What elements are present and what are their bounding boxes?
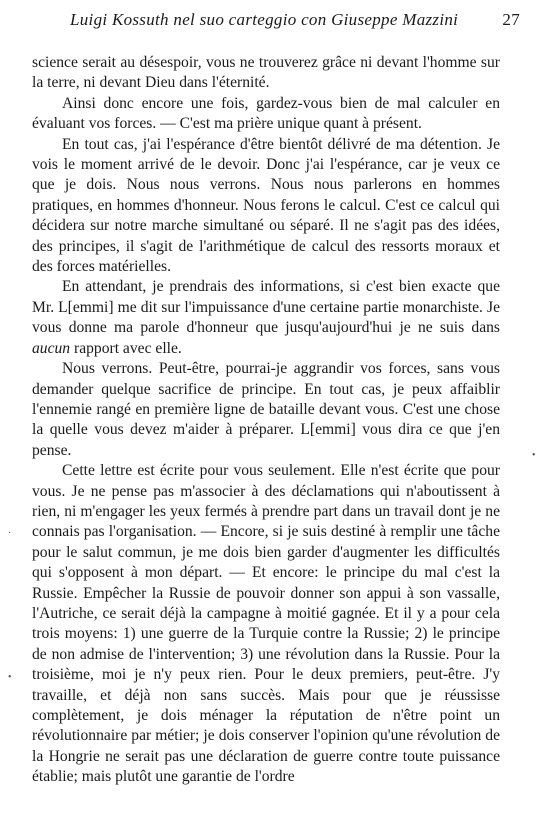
paragraph-3: En tout cas, j'ai l'espérance d'être bientôt délivré de ma détention. Je vois le moment arrivé de le devoir. Donc j'ai l'espérance, car je veux ce que je dois. Nous nous verrons. Nous nous parlerons en hommes pratiques, en hommes d'honneur. Nous ferons le calcul. C'est ce calcul qui décidera sur notre marche simultané ou séparé. Il ne s'agit pas des idées, des principes, il s'agit de l'arithmétique de calcul des ressorts moraux et des forces matérielles. [32,135,500,276]
paragraph-4-text-before: En attendant, je prendrais des informations, si c'est bien exacte que Mr. L[emmi] me dit sur l'impuissance d'une certaine partie monarchiste. Je vous donne ma parole d'honneur que jusqu'aujourd'hui je ne suis dans [32,278,500,337]
paragraph-6: Cette lettre est écrite pour vous seulement. Elle n'est écrite que pour vous. Je ne pense pas m'associer à des déclamations qui n'aboutissent à rien, ni m'engager les yeux fermés à prendre part dans un travail dont je ne connais pas l'organisation. — Encore, si je suis destiné à remplir une tâche pour le salut commun, je me dois bien garder d'augmenter les difficultés qui s'opposent à mon départ. — Et encore: le principe du mal c'est la Russie. Empêcher la Russie de pouvoir donner son appui à son vassalle, l'Autriche, ce serait déjà la campagne à moitié gagnée. Et il y a pour cela trois moyens: 1) une guerre de la Turquie contre la Russie; 2) le principe de non admise de l'intervention; 3) une révolution dans la Russie. Pour la troisième, moi je n'y peux rien. Pour le deux premiers, peut-être. J'y travaille, et déjà non sans succès. Mais pour que je réussisse complètement, je dois ménager la réputation de n'être point un révolutionnaire par métier; je dois conserver l'opinion qu'une révolution de la Hongrie ne serait pas une déclaration de guerre contre toute puissance établie; mais plutôt une garantie de l'ordre [32,462,500,786]
paragraph-4-emphasis: aucun [32,339,71,357]
paragraph-4 [32,277,500,359]
margin-speck: · [8,528,12,539]
margin-speck: • [8,672,12,683]
paragraph-2: Ainsi donc encore une fois, gardez-vous bien de mal calculer en évaluant vos forces. — C'est ma prière unique quant à présent. [32,94,500,133]
running-head [70,10,520,36]
paragraph-5: Nous verrons. Peut-être, pourrai-je aggrandir vos forces, sans vous demander quelque sacrifice de principe. En tout cas, je peux affaiblir l'ennemie rangé en première ligne de bataille devant vous. C'est une chose la quelle vous devez m'aider à préparer. L[emmi] vous dira ce que j'en pense. [32,360,500,459]
page-number: 27 [502,10,520,29]
body-text [32,53,500,788]
paragraph-4-text-after: rapport avec elle. [70,339,182,357]
margin-speck: • [532,450,536,461]
running-title: Luigi Kossuth nel suo carteggio con Giuseppe Mazzini [70,10,459,29]
paragraph-1: science serait au désespoir, vous ne trouverez grâce ni devant l'homme sur la terre, ni devant Dieu dans l'éternité. [32,54,500,92]
